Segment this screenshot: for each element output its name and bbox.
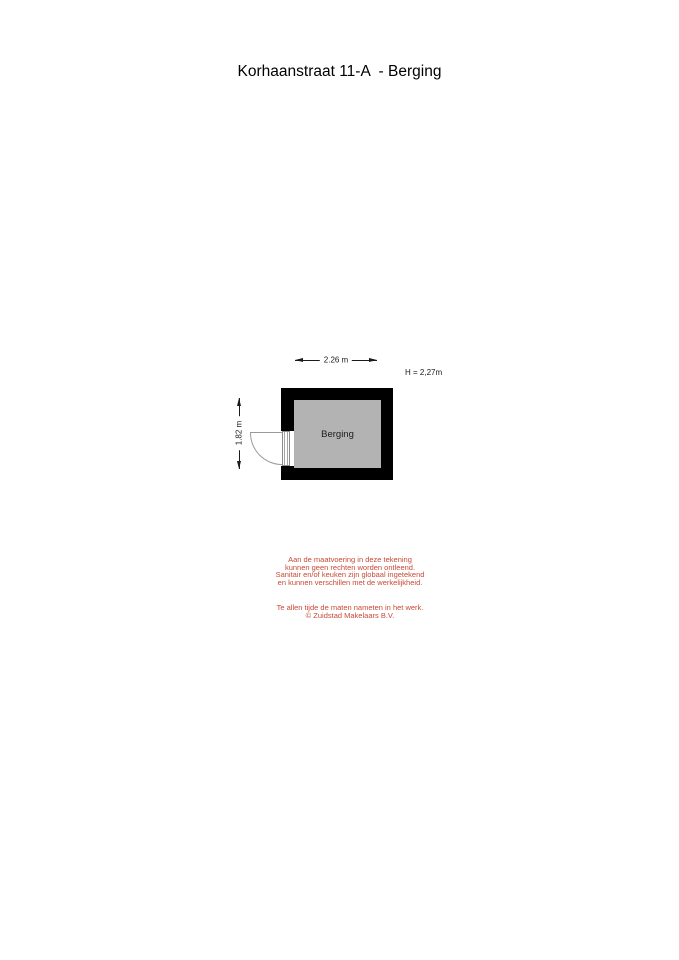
disclaimer-line: en kunnen verschillen met de werkelijkheid. (277, 578, 423, 588)
room-floor (294, 400, 381, 468)
arrow-down-icon (237, 461, 241, 469)
disclaimer-line: Sanitair en/of keuken zijn globaal ingetekend (275, 570, 425, 580)
disclaimer-paragraph-2 (276, 604, 425, 619)
room-walls (281, 388, 393, 480)
disclaimer-line: Te allen tijde de maten nameten in het werk. (276, 602, 424, 612)
disclaimer (276, 556, 425, 619)
arrow-left-icon (295, 358, 303, 362)
arrow-up-icon (237, 398, 241, 406)
width-dimension-label: 2.26 m (320, 356, 352, 365)
disclaimer-copyright: © Zuidstad Makelaars B.V. (305, 610, 395, 620)
door-swing-arc-icon (250, 433, 282, 465)
room-name-label: Berging (321, 428, 354, 440)
disclaimer-line: kunnen geen rechten worden ontleend. (284, 562, 416, 572)
page-title: Korhaanstraat 11-A - Berging (237, 63, 442, 80)
disclaimer-line: Aan de maatvoering in deze tekening (288, 555, 412, 564)
disclaimer-paragraph-1 (276, 556, 425, 587)
height-dimension-label: 1.82 m (235, 416, 244, 450)
door-leaf-frame (284, 432, 288, 465)
door-leaf (282, 431, 290, 466)
ceiling-height-label: H = 2,27m (405, 368, 443, 377)
arrow-right-icon (369, 358, 377, 362)
